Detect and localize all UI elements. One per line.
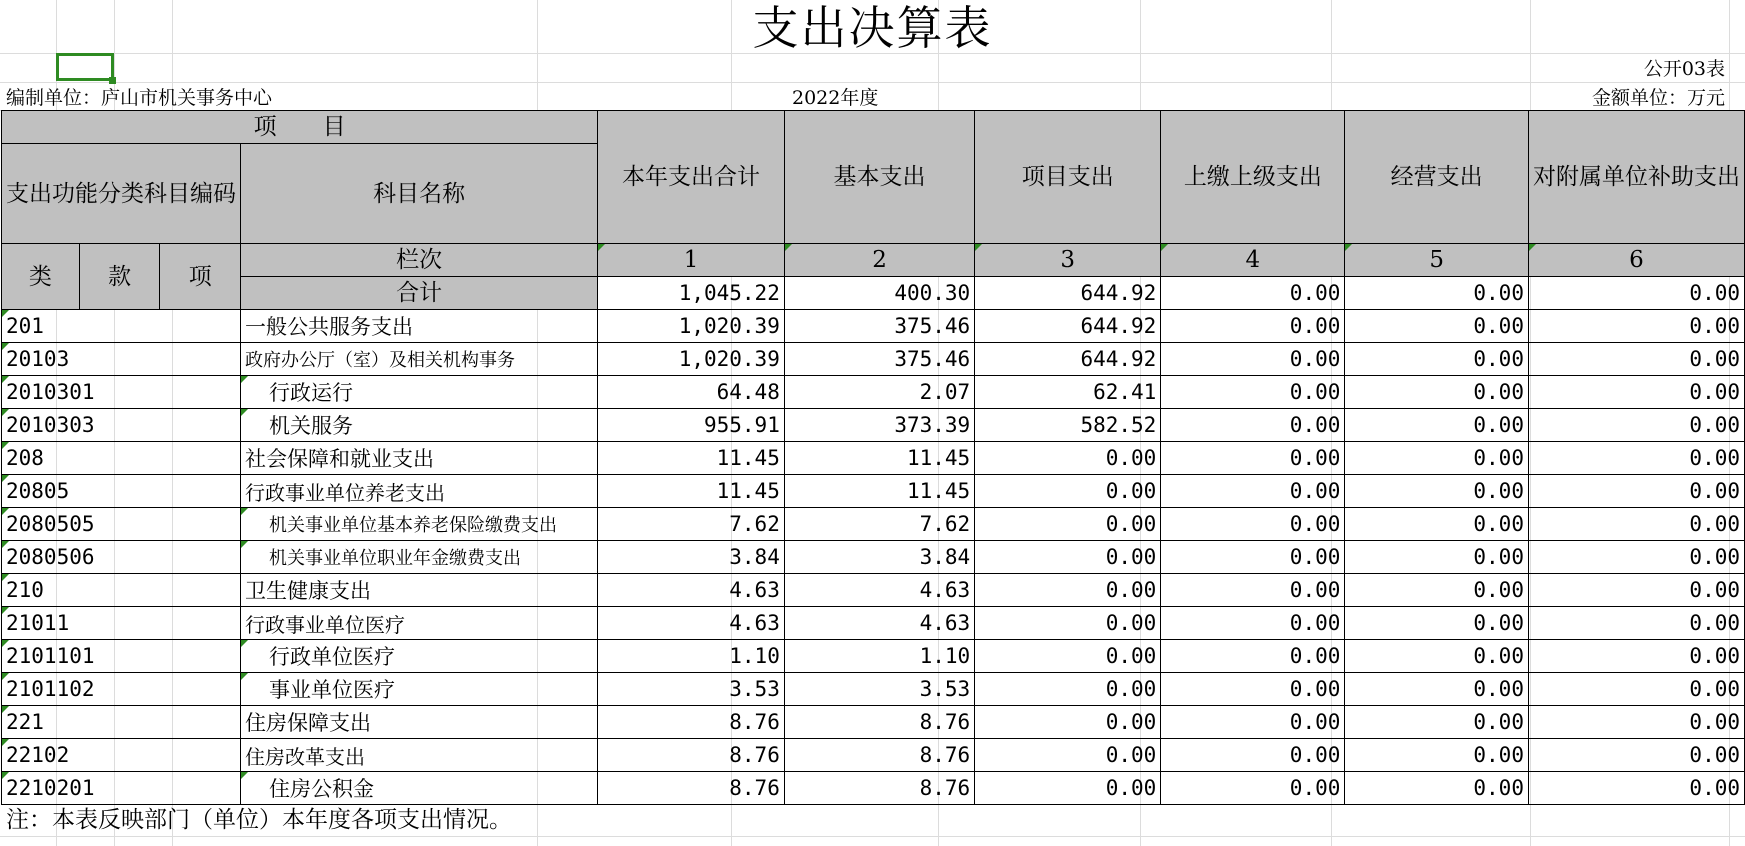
amount-cell: 0.00 — [1528, 442, 1744, 475]
selected-cell[interactable] — [56, 53, 114, 81]
header-col-basic: 基本支出 — [784, 111, 974, 244]
amount-cell: 0.00 — [1345, 640, 1529, 673]
amount-cell: 0.00 — [1528, 508, 1744, 541]
subject-name-cell: 卫生健康支出 — [241, 574, 598, 607]
function-code-cell: 20103 — [2, 343, 241, 376]
amount-cell: 4.63 — [598, 574, 785, 607]
subject-name-cell: 机关事业单位职业年金缴费支出 — [241, 541, 598, 574]
amount-cell: 373.39 — [784, 409, 974, 442]
amount-cell: 0.00 — [1161, 475, 1345, 508]
amount-cell: 0.00 — [1161, 310, 1345, 343]
amount-cell: 11.45 — [784, 475, 974, 508]
amount-unit: 金额单位：万元 — [1591, 87, 1725, 109]
function-code-cell: 2080505 — [2, 508, 241, 541]
amount-cell: 8.76 — [784, 739, 974, 772]
table-row — [2, 310, 1745, 343]
amount-cell: 11.45 — [598, 475, 785, 508]
function-code-cell: 208 — [2, 442, 241, 475]
total-cell: 644.92 — [975, 277, 1161, 310]
amount-cell: 0.00 — [1528, 706, 1744, 739]
function-code-cell: 2210201 — [2, 772, 241, 805]
page-title: 支出决算表 — [752, 1, 993, 55]
amount-cell: 0.00 — [1528, 772, 1744, 805]
table-row — [2, 739, 1745, 772]
function-code-cell: 221 — [2, 706, 241, 739]
amount-cell: 8.76 — [598, 772, 785, 805]
amount-cell: 0.00 — [975, 640, 1161, 673]
column-number: 2 — [784, 244, 974, 277]
subject-name-cell: 一般公共服务支出 — [241, 310, 598, 343]
amount-cell: 0.00 — [1345, 739, 1529, 772]
amount-cell: 0.00 — [1161, 640, 1345, 673]
subject-name-cell: 政府办公厅（室）及相关机构事务 — [241, 343, 598, 376]
amount-cell: 8.76 — [784, 772, 974, 805]
header-lei: 类 — [2, 244, 80, 310]
amount-cell: 0.00 — [1161, 673, 1345, 706]
table-row — [2, 541, 1745, 574]
function-code-cell: 21011 — [2, 607, 241, 640]
subject-name-cell: 行政事业单位医疗 — [241, 607, 598, 640]
amount-cell: 0.00 — [1161, 508, 1345, 541]
amount-cell: 0.00 — [1345, 508, 1529, 541]
amount-cell: 0.00 — [1345, 673, 1529, 706]
amount-cell: 4.63 — [784, 574, 974, 607]
amount-cell: 644.92 — [975, 343, 1161, 376]
amount-cell: 0.00 — [1528, 475, 1744, 508]
function-code-cell: 2010303 — [2, 409, 241, 442]
amount-cell: 3.53 — [598, 673, 785, 706]
table-row — [2, 640, 1745, 673]
amount-cell: 0.00 — [1528, 310, 1744, 343]
amount-cell: 0.00 — [1528, 673, 1744, 706]
amount-cell: 0.00 — [1161, 442, 1345, 475]
subject-name-cell: 机关事业单位基本养老保险缴费支出 — [241, 508, 598, 541]
table-row — [2, 508, 1745, 541]
total-cell: 1,045.22 — [598, 277, 785, 310]
header-func-code: 支出功能分类科目编码 — [2, 144, 241, 244]
table-row — [2, 376, 1745, 409]
amount-cell: 0.00 — [1345, 376, 1529, 409]
amount-cell: 0.00 — [975, 508, 1161, 541]
amount-cell: 0.00 — [1345, 343, 1529, 376]
header-kuan: 款 — [79, 244, 160, 310]
amount-cell: 0.00 — [975, 772, 1161, 805]
gridline — [0, 836, 1745, 837]
amount-cell: 64.48 — [598, 376, 785, 409]
amount-cell: 2.07 — [784, 376, 974, 409]
amount-cell: 0.00 — [975, 673, 1161, 706]
table-note: 注：本表反映部门（单位）本年度各项支出情况。 — [6, 807, 512, 833]
subject-name-cell: 住房保障支出 — [241, 706, 598, 739]
subject-name-cell: 行政单位医疗 — [241, 640, 598, 673]
amount-cell: 375.46 — [784, 343, 974, 376]
amount-cell: 0.00 — [1528, 376, 1744, 409]
header-item: 项 目 — [2, 111, 598, 144]
subject-name-cell: 住房改革支出 — [241, 739, 598, 772]
amount-cell: 0.00 — [975, 739, 1161, 772]
amount-cell: 1,020.39 — [598, 343, 785, 376]
amount-cell: 0.00 — [1161, 343, 1345, 376]
function-code-cell: 2010301 — [2, 376, 241, 409]
amount-cell: 0.00 — [1161, 409, 1345, 442]
amount-cell: 11.45 — [598, 442, 785, 475]
header-col-subsidy: 对附属单位补助支出 — [1528, 111, 1744, 244]
amount-cell: 0.00 — [1161, 376, 1345, 409]
amount-cell: 0.00 — [1161, 574, 1345, 607]
amount-cell: 0.00 — [1161, 607, 1345, 640]
function-code-cell: 2101102 — [2, 673, 241, 706]
subject-name-cell: 机关服务 — [241, 409, 598, 442]
amount-cell: 582.52 — [975, 409, 1161, 442]
amount-cell: 0.00 — [975, 706, 1161, 739]
header-column-no: 栏次 — [241, 244, 598, 277]
amount-cell: 8.76 — [784, 706, 974, 739]
table-row — [2, 772, 1745, 805]
subject-name-cell: 事业单位医疗 — [241, 673, 598, 706]
compiling-unit: 编制单位：庐山市机关事务中心 — [6, 87, 273, 109]
amount-cell: 7.62 — [598, 508, 785, 541]
amount-cell: 0.00 — [1345, 706, 1529, 739]
amount-cell: 0.00 — [1345, 310, 1529, 343]
column-number: 5 — [1345, 244, 1529, 277]
amount-cell: 8.76 — [598, 706, 785, 739]
total-cell: 0.00 — [1528, 277, 1744, 310]
total-cell: 0.00 — [1161, 277, 1345, 310]
amount-cell: 1.10 — [784, 640, 974, 673]
amount-cell: 0.00 — [975, 574, 1161, 607]
amount-cell: 0.00 — [1528, 541, 1744, 574]
header-xiang: 项 — [160, 244, 241, 310]
table-row — [2, 574, 1745, 607]
column-number: 4 — [1161, 244, 1345, 277]
table-row — [2, 475, 1745, 508]
amount-cell: 1.10 — [598, 640, 785, 673]
amount-cell: 0.00 — [1528, 574, 1744, 607]
amount-cell: 0.00 — [1345, 442, 1529, 475]
table-row — [2, 706, 1745, 739]
header-col-project: 项目支出 — [975, 111, 1161, 244]
amount-cell: 3.53 — [784, 673, 974, 706]
amount-cell: 3.84 — [784, 541, 974, 574]
amount-cell: 0.00 — [1528, 640, 1744, 673]
table-row — [2, 409, 1745, 442]
fill-handle[interactable] — [109, 77, 116, 84]
function-code-cell: 2080506 — [2, 541, 241, 574]
amount-cell: 0.00 — [975, 541, 1161, 574]
amount-cell: 0.00 — [1345, 541, 1529, 574]
amount-cell: 7.62 — [784, 508, 974, 541]
total-cell: 0.00 — [1345, 277, 1529, 310]
amount-cell: 0.00 — [1345, 574, 1529, 607]
function-code-cell: 22102 — [2, 739, 241, 772]
header-col-operating: 经营支出 — [1345, 111, 1529, 244]
table-row — [2, 673, 1745, 706]
total-label: 合计 — [241, 277, 598, 310]
header-subject-name: 科目名称 — [241, 144, 598, 244]
amount-cell: 4.63 — [784, 607, 974, 640]
function-code-cell: 20805 — [2, 475, 241, 508]
amount-cell: 0.00 — [975, 475, 1161, 508]
column-number: 1 — [598, 244, 785, 277]
header-col-remit: 上缴上级支出 — [1161, 111, 1345, 244]
header-col-total: 本年支出合计 — [598, 111, 785, 244]
column-number: 3 — [975, 244, 1161, 277]
table-row — [2, 442, 1745, 475]
table-body — [2, 310, 1745, 805]
amount-cell: 0.00 — [1161, 541, 1345, 574]
amount-cell: 0.00 — [1345, 475, 1529, 508]
amount-cell: 955.91 — [598, 409, 785, 442]
amount-cell: 3.84 — [598, 541, 785, 574]
amount-cell: 0.00 — [1345, 607, 1529, 640]
amount-cell: 8.76 — [598, 739, 785, 772]
subject-name-cell: 社会保障和就业支出 — [241, 442, 598, 475]
table-number: 公开03表 — [1643, 58, 1725, 80]
amount-cell: 0.00 — [1345, 409, 1529, 442]
amount-cell: 4.63 — [598, 607, 785, 640]
amount-cell: 0.00 — [1161, 739, 1345, 772]
amount-cell: 0.00 — [1528, 607, 1744, 640]
amount-cell: 644.92 — [975, 310, 1161, 343]
amount-cell: 0.00 — [1161, 772, 1345, 805]
amount-cell: 0.00 — [975, 607, 1161, 640]
fiscal-year: 2022年度 — [792, 87, 879, 109]
table-row — [2, 607, 1745, 640]
gridline — [0, 82, 1745, 83]
amount-cell: 11.45 — [784, 442, 974, 475]
column-number: 6 — [1528, 244, 1744, 277]
amount-cell: 0.00 — [1528, 409, 1744, 442]
amount-cell: 62.41 — [975, 376, 1161, 409]
expenditure-table — [1, 110, 1745, 805]
function-code-cell: 2101101 — [2, 640, 241, 673]
subject-name-cell: 行政运行 — [241, 376, 598, 409]
total-cell: 400.30 — [784, 277, 974, 310]
function-code-cell: 210 — [2, 574, 241, 607]
amount-cell: 0.00 — [1161, 706, 1345, 739]
table-row — [2, 343, 1745, 376]
amount-cell: 0.00 — [1345, 772, 1529, 805]
subject-name-cell: 住房公积金 — [241, 772, 598, 805]
amount-cell: 0.00 — [975, 442, 1161, 475]
subject-name-cell: 行政事业单位养老支出 — [241, 475, 598, 508]
amount-cell: 375.46 — [784, 310, 974, 343]
function-code-cell: 201 — [2, 310, 241, 343]
amount-cell: 1,020.39 — [598, 310, 785, 343]
amount-cell: 0.00 — [1528, 739, 1744, 772]
amount-cell: 0.00 — [1528, 343, 1744, 376]
